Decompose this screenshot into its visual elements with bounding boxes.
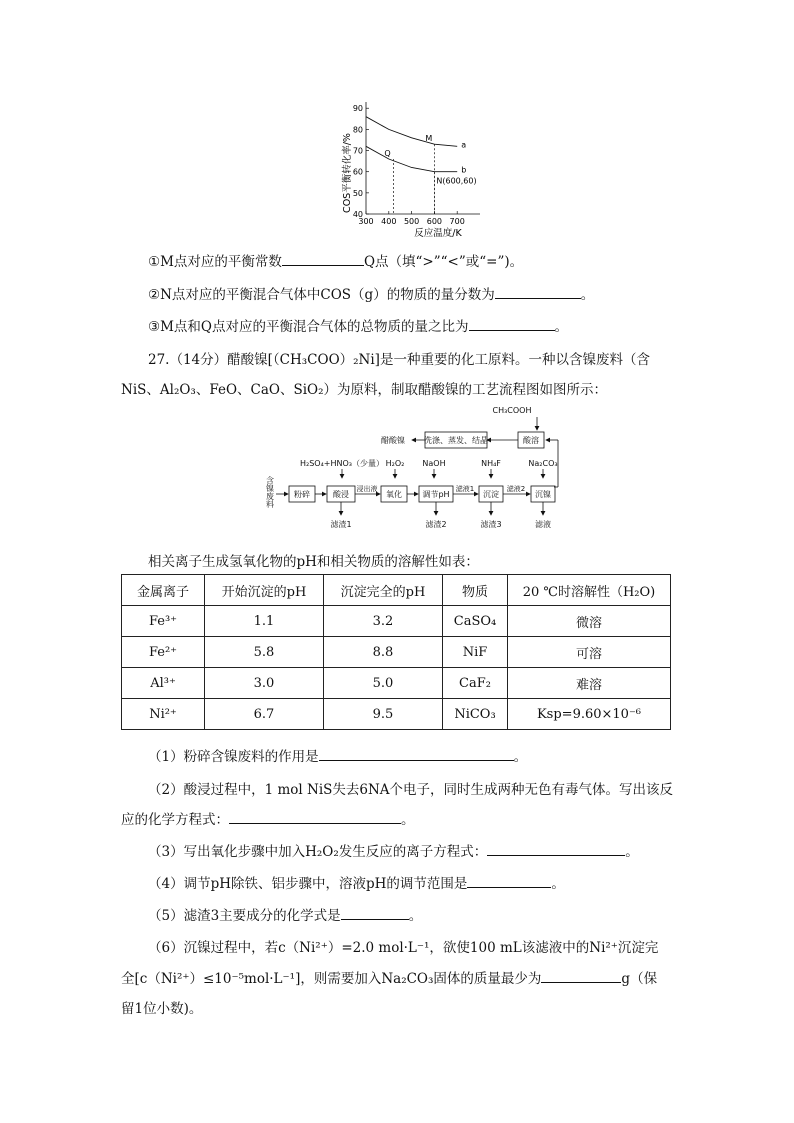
q26-3-text: ③M点和Q点对应的平衡混合气体的总物质的量之比为 <box>148 319 469 335</box>
series-line-a <box>366 117 457 147</box>
table-header-cell: 沉淀完全的pH <box>324 575 443 606</box>
sub-q1 <box>148 745 527 765</box>
point-label: Q <box>384 149 391 158</box>
q26-2-text: ②N点对应的平衡混合气体中COS（g）的物质的量分数为 <box>148 287 495 303</box>
sub-q6-text: 全[c（Ni²⁺）≤10⁻⁵mol·L⁻¹]，则需要加入Na₂CO₃固体的质量最少为 <box>121 971 542 987</box>
table-cell: 3.0 <box>205 668 324 699</box>
q26-1-text: ①M点对应的平衡常数 <box>148 254 282 270</box>
y-tick-label: 50 <box>352 188 363 198</box>
step-wash-label: 洗涤、蒸发、结晶 <box>424 436 488 445</box>
sub-q3 <box>148 840 639 860</box>
feed-label: 含镍废料 <box>265 476 275 508</box>
conversion-chart <box>330 98 510 240</box>
step-dissolve-label: 酸溶 <box>523 436 539 445</box>
sub-q5-text-end: 。 <box>408 908 423 924</box>
chart-ylabel: COS平衡转化率/% <box>342 133 353 213</box>
x-tick-label: 300 <box>358 217 374 226</box>
reagent-nh4f: NH₄F <box>481 459 501 468</box>
x-tick-label: 600 <box>426 217 443 226</box>
table-cell: NiF <box>443 637 508 668</box>
point-label: N(600,60) <box>436 176 477 186</box>
q26-1-text-end: Q点（填“>”“<”或“=”)。 <box>363 254 524 270</box>
residue2-label: 滤渣2 <box>425 520 447 529</box>
table-cell: CaSO₄ <box>443 606 508 637</box>
table-row <box>122 606 671 637</box>
solubility-table <box>121 574 671 730</box>
sub-q5 <box>148 904 422 924</box>
step-ni-precipitate-label: 沉镍 <box>535 490 551 499</box>
sub-q5-text: （5）滤渣3主要成分的化学式是 <box>148 908 341 924</box>
filtrate2-label: 滤液2 <box>506 485 526 493</box>
answer-blank[interactable] <box>341 907 409 920</box>
q26-3 <box>148 315 568 335</box>
series-line-b <box>366 146 457 171</box>
answer-blank[interactable] <box>495 286 581 299</box>
process-flowchart <box>262 402 572 536</box>
table-row <box>122 668 671 699</box>
table-cell: NiCO₃ <box>443 699 508 730</box>
sub-q4-text: （4）调节pH除铁、铝步骤中，溶液pH的调节范围是 <box>148 876 468 892</box>
reagent-acid: H₂SO₄+HNO₃（少量） <box>299 459 385 468</box>
table-cell: 5.0 <box>324 668 443 699</box>
q27-title-cont: NiS、Al₂O₃、FeO、CaO、SiO₂）为原料，制取醋酸镍的工艺流程图如图所示： <box>121 382 608 398</box>
sub-q4-text-end: 。 <box>551 876 565 892</box>
y-tick-label: 40 <box>352 210 363 219</box>
table-cell: 微溶 <box>508 606 671 637</box>
chart-plot-area <box>353 102 480 226</box>
x-tick-label: 500 <box>403 217 420 226</box>
sub-q1-text: （1）粉碎含镍废料的作用是 <box>148 749 319 765</box>
point-label: M <box>425 134 433 144</box>
table-cell: 8.8 <box>324 637 443 668</box>
table-cell: 可溶 <box>508 637 671 668</box>
y-tick-label: 80 <box>352 125 363 135</box>
series-label-a: a <box>461 140 467 150</box>
leachate-label: 浸出液 <box>356 485 378 493</box>
y-tick-label: 70 <box>352 146 363 156</box>
residue3-label: 滤渣3 <box>480 520 502 529</box>
table-header-cell: 金属离子 <box>122 575 205 606</box>
table-cell: CaF₂ <box>443 668 508 699</box>
sub-q1-text-end: 。 <box>513 749 528 765</box>
table-cell: 6.7 <box>205 699 324 730</box>
q26-2-text-end: 。 <box>580 287 595 303</box>
sub-q6-end: 留1位小数)。 <box>121 1001 203 1017</box>
table-row <box>122 637 671 668</box>
reagent-h2o2: H₂O₂ <box>385 459 405 468</box>
step-precipitate-label: 沉淀 <box>483 490 499 499</box>
sub-q2-text-end: 。 <box>401 812 415 828</box>
step-crush-label: 粉碎 <box>294 490 310 499</box>
y-tick-label: 90 <box>352 104 363 114</box>
q27-title: 27.（14分）醋酸镍[（CH₃COO）₂Ni]是一种重要的化工原料。一种以含镍废料（含 <box>148 352 650 368</box>
step-oxidize-label: 氧化 <box>386 490 402 499</box>
step-adjust-ph-label: 调节pH <box>422 490 450 499</box>
sub-q2: （2）酸浸过程中，1 mol NiS失去6NA个电子，同时生成两种无色有毒气体。写出该反 <box>148 782 674 798</box>
chart-xlabel: 反应温度/K <box>414 228 462 239</box>
series-label-b: b <box>461 165 467 175</box>
table-header-cell: 物质 <box>443 575 508 606</box>
table-cell: 难溶 <box>508 668 671 699</box>
table-cell: 3.2 <box>324 606 443 637</box>
waste-label: 滤液 <box>535 520 551 529</box>
table-cell: Fe²⁺ <box>122 637 205 668</box>
reagent-ch3cooh: CH₃COOH <box>492 406 532 415</box>
table-cell: 9.5 <box>324 699 443 730</box>
table-header-cell: 开始沉淀的pH <box>205 575 324 606</box>
table-cell: 5.8 <box>205 637 324 668</box>
answer-blank[interactable] <box>229 811 401 824</box>
sub-q4 <box>148 872 565 892</box>
answer-blank[interactable] <box>487 843 625 856</box>
answer-blank[interactable] <box>467 875 551 888</box>
table-intro: 相关离子生成氢氧化物的pH和相关物质的溶解性如表： <box>148 554 479 570</box>
reagent-na2co3: Na₂CO₃ <box>528 459 558 468</box>
reagent-naoh: NaOH <box>422 459 446 468</box>
table-cell: Ni²⁺ <box>122 699 205 730</box>
table-cell: 1.1 <box>205 606 324 637</box>
q26-1 <box>148 250 523 270</box>
filtrate1-label: 滤液1 <box>455 485 475 493</box>
sub-q6: （6）沉镍过程中，若c（Ni²⁺）=2.0 mol·L⁻¹，欲使100 mL该滤液中的Ni²⁺沉淀完 <box>148 940 659 956</box>
q26-3-text-end: 。 <box>554 319 568 335</box>
sub-q2-cont <box>121 808 415 828</box>
table-header-cell: 20 ℃时溶解性（H₂O) <box>508 575 671 606</box>
table-row <box>122 699 671 730</box>
sub-q3-text-end: 。 <box>625 844 639 860</box>
answer-blank[interactable] <box>282 253 364 266</box>
sub-q6-cont <box>121 967 657 987</box>
sub-q6-text-end: g（保 <box>621 971 658 987</box>
table-cell: Ksp=9.60×10⁻⁶ <box>508 699 671 730</box>
x-tick-label: 400 <box>381 217 397 226</box>
sub-q2-text: 应的化学方程式： <box>121 812 229 828</box>
product-label: 醋酸镍 <box>381 436 405 445</box>
step-acid-leach-label: 酸浸 <box>333 490 349 499</box>
answer-blank[interactable] <box>319 748 514 761</box>
table-cell: Al³⁺ <box>122 668 205 699</box>
sub-q3-text: （3）写出氧化步骤中加入H₂O₂发生反应的离子方程式： <box>148 844 488 860</box>
answer-blank[interactable] <box>541 970 621 983</box>
y-tick-label: 60 <box>352 167 363 177</box>
table-cell: Fe³⁺ <box>122 606 205 637</box>
residue1-label: 滤渣1 <box>330 520 352 529</box>
table-header-row <box>122 575 671 606</box>
answer-blank[interactable] <box>469 318 555 331</box>
x-tick-label: 700 <box>449 217 465 226</box>
q26-2 <box>148 283 594 303</box>
